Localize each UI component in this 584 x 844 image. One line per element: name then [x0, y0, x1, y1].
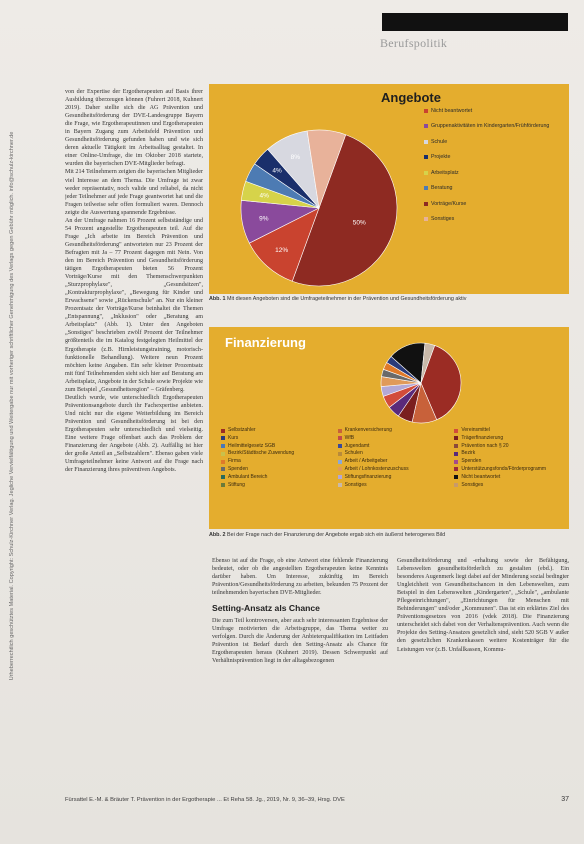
- figure-title: Angebote: [381, 90, 441, 105]
- legend-swatch: [221, 436, 225, 440]
- legend-label: Beratung: [431, 185, 453, 192]
- legend-entry: [338, 466, 449, 472]
- legend-swatch: [221, 475, 225, 479]
- legend-entry: [221, 443, 332, 449]
- legend-swatch: [454, 460, 458, 464]
- legend-entry: [221, 450, 332, 456]
- legend-swatch: [424, 155, 428, 159]
- section-label: Berufspolitik: [380, 36, 448, 50]
- legend-label: Schule: [431, 138, 448, 145]
- angebote-slice-label: 12%: [275, 246, 289, 254]
- legend-swatch: [221, 444, 225, 448]
- legend-swatch: [338, 460, 342, 464]
- legend-entry: [454, 482, 565, 488]
- legend-entry: [221, 458, 332, 464]
- legend-swatch: [221, 467, 225, 471]
- legend-label: Spenden: [228, 465, 249, 472]
- legend-entry: [338, 482, 449, 488]
- left-text-column: [65, 88, 203, 776]
- legend-entry: [221, 466, 332, 472]
- legend-entry: [338, 458, 449, 464]
- paragraph: Mit 214 Teilnehmern zeigten die bayerischen Mitglieder viel Interesse an dem Thema. Die Umfrage ist zwar weder repräsentativ, noch valide und reliabel, da nicht jeder Teilnehmer auf jede Frage geantwortet hat und die Fragen teilweise sehr offen formuliert waren. Dennoch zeigte die Auswertung spannende Ergebnisse.: [65, 169, 203, 216]
- paragraph: Die zum Teil kontroversen, aber auch sehr interessanten Ergebnisse der Umfrage motivierten die Arbeitsgruppe, das Thema weiter zu verfolgen. Durch die Änderung der Anbieterqualifikation im Leitfaden Prävention ist Bedarf durch den Setting-Ansatz als Chance für Ergotherapeuten heraus (Kuhnert 2019). Dessen Schwerpunkt auf Verhältnisprävention liegt in der alltagsbezogenen: [212, 618, 388, 665]
- paragraph: Gesundheitsförderung und -erhaltung sowie der Befähigung, Lebenswelten gesundheitsförderlich zu gestalten (ebd.). Ein besonderes Augenmerk liegt dabei auf der Minderung sozial bedingter Ungleichheit von Gesundheitschancen in den Lebenswelten, zum Beispiel in den Lebenswelten „Kindergarten", „Schule", „ambulante Pflegeeinrichtungen", „Einrichtungen für Menschen mit Behinderungen" und/oder „Kommunen". Das ist ein erklärtes Ziel des Präventionsgesetzes von 2016 (vdek 2018). Die Finanzierung unterscheidet sich dabei von der Verhaltensprävention. Auch wenn die Projekte des Setting-Ansatzes gesetzlich sind, sieht 520 SGB V außer den gesetzlichen Krankenkassen weitere Kostenträger für die Leistungen vor (z.B. Unfallkassen, Kommu-: [397, 558, 569, 653]
- figure-caption: [209, 532, 569, 539]
- legend-label: Trägerfinanzierung: [461, 434, 504, 441]
- legend-label: Stiftung: [228, 481, 245, 488]
- legend-entry: [221, 474, 332, 480]
- legend-entry: [424, 170, 564, 176]
- legend-entry: [338, 474, 449, 480]
- legend-swatch: [338, 467, 342, 471]
- legend-swatch: [424, 109, 428, 113]
- legend-label: Prävention nach § 20: [461, 442, 509, 449]
- paragraph: An der Umfrage nahmen 16 Prozent selbstständige und 54 Prozent angestellte Ergotherapeuten teil. Auf die Frage „Ich arbeite im Bereich Prävention und Gesundheitsförderung" antworteten nur 23 Prozent der Befragten mit Ja – 77 Prozent dagegen mit Nein. Von den im Bereich Prävention und Gesundheitsförderung tätigen Ergotherapeuten bieten 56 Prozent Vorträge/Kurse mit den Themenschwerpunkten „Sturzprophylaxe", „Gesundsitzen", „Kontrakturprophylaxe", „Bewegung für Kinder und Erwachsene" sowie „Rückenschule" an. Nur ein kleiner Prozentsatz der Vorträge/Kurse beinhaltet die Themen „Entspannung", „Inklusion" oder „Beratung am Arbeitsplatz" (Abb. 1). Unter den Angeboten „Sonstiges" beschrieben zwölf Prozent der Teilnehmer größtenteils die im Katalog festgelegten Heilmittel der Ergotherapie (z.B. Hirnleistungstraining, motorisch-funktionelle Behandlung). Weitere neun Prozent möchten keine Angaben. Ein sehr kleiner Prozentsatz mit fünf Teilnehmenden sieht sich hier auf Beratung am Arbeitsplatz, Angebote in der Schule sowie Projekte wie zum Beispiel „Gesundheitsregion" – Gräfenberg.: [65, 217, 203, 393]
- legend-entry: [424, 185, 564, 191]
- legend-swatch: [454, 436, 458, 440]
- header-bar: [382, 13, 568, 31]
- legend-entry: [424, 108, 564, 114]
- legend-label: Bezirk/Städtische Zuwendung: [228, 450, 295, 457]
- legend-entry: [338, 443, 449, 449]
- legend-swatch: [424, 140, 428, 144]
- legend-entry: [424, 123, 564, 129]
- figure-finanzierung: [209, 327, 569, 529]
- page-footer: [65, 797, 569, 807]
- legend-label: Schulen: [344, 450, 363, 457]
- legend-entry: [221, 482, 332, 488]
- legend-label: Stiftungsfinanzierung: [344, 473, 392, 480]
- legend-swatch: [221, 429, 225, 433]
- legend-label: Unterstützungsfonds/Förderprogramm: [461, 465, 547, 472]
- legend-swatch: [454, 429, 458, 433]
- legend-swatch: [454, 444, 458, 448]
- legend-label: Ambulant Bereich: [228, 473, 268, 480]
- legend-swatch: [338, 483, 342, 487]
- legend-swatch: [454, 483, 458, 487]
- legend-swatch: [454, 475, 458, 479]
- legend-label: Heilmittelgesetz SGB: [228, 442, 276, 449]
- caption-label: Abb. 1: [209, 296, 226, 302]
- angebote-legend: [424, 108, 564, 232]
- legend-entry: [454, 435, 565, 441]
- finanzierung-legend: [221, 427, 565, 488]
- legend-label: Sonstiges: [344, 481, 367, 488]
- legend-entry: [424, 201, 564, 207]
- legend-swatch: [221, 460, 225, 464]
- legend-entry: [221, 427, 332, 433]
- legend-label: Arbeitsplatz: [431, 169, 459, 176]
- legend-label: WfB: [344, 434, 355, 441]
- legend-entry: [424, 139, 564, 145]
- legend-label: Bezirk: [461, 450, 476, 457]
- paragraph: Ebenso ist auf die Frage, ob eine Antwort eine fehlende Finanzierung bedeutet, oder ob die angestellten Ergotherapeuten keine Kenntnis darüber haben. Um Interesse, zukünftig im Bereich Prävention/Gesundheitsförderung zu arbeiten, bekunden 75 Prozent der teilnehmenden bayerischen DVE-Mitglieder.: [212, 558, 388, 597]
- legend-label: Gruppenaktivitäten im Kindergarten/Frühförderung: [431, 123, 550, 130]
- legend-entry: [221, 435, 332, 441]
- angebote-slice-label: 50%: [352, 219, 366, 227]
- legend-swatch: [221, 483, 225, 487]
- legend-label: Spenden: [461, 458, 482, 465]
- right-text-column: [397, 557, 569, 777]
- caption-text: Mit diesen Angeboten sind die Umfrageteilnehmer in der Prävention und Gesundheitsförderung aktiv: [225, 296, 467, 302]
- legend-label: Selbstzahler: [228, 427, 256, 433]
- legend-swatch: [338, 436, 342, 440]
- caption-text: Bei der Frage nach der Finanzierung der Angebote ergab sich ein äußerst heterogenes Bild: [225, 532, 446, 538]
- legend-entry: [338, 450, 449, 456]
- legend-swatch: [221, 452, 225, 456]
- angebote-slice-label: 4%: [272, 167, 282, 175]
- legend-entry: [454, 427, 565, 433]
- legend-swatch: [424, 217, 428, 221]
- angebote-slice-label: 8%: [290, 154, 301, 162]
- legend-entry: [338, 427, 449, 433]
- section-heading: Setting-Ansatz als Chance: [212, 603, 320, 614]
- legend-entry: [424, 154, 564, 160]
- legend-label: Vereinsmittel: [461, 427, 490, 433]
- legend-entry: [454, 466, 565, 472]
- legend-label: Kurs: [228, 434, 239, 441]
- paragraph: Deutlich wurde, wie unterschiedlich Ergotherapeuten Präventionsangebote durch ihr Fachexpertise anbieten. Und nicht nur die eigene Weiterbildung im Bereich Prävention und Gesundheitsförderung ist bei den Ergotherapeuten sehr unterschiedlich und vielseitig. Eine weitere Frage offenbart auch das Problem der Finanzierung der Angebote (Abb. 2). Auffällig ist hier der große Anteil an „Selbstzahlern". Ebenso gaben viele Umfrageteilnehmer keine Antwort auf die Frage nach der Finanzierung ihres präventiven Angebots.: [65, 394, 203, 474]
- legend-swatch: [454, 452, 458, 456]
- middle-text-column: [212, 557, 388, 777]
- legend-label: Arbeit / Lohnkostenzuschuss: [344, 465, 409, 472]
- legend-swatch: [338, 452, 342, 456]
- legend-label: Arbeit / Arbeitgeber: [344, 458, 388, 465]
- legend-entry: [454, 450, 565, 456]
- legend-label: Vorträge/Kurse: [431, 200, 467, 207]
- side-copyright-notice: Urheberrechtlich geschütztes Material. Copyright: Schulz-Kirchner Verlag. Jegliche Vervielfältigung und Weitergabe nur mit vorheriger schriftlicher Genehmigung des Verlags gegen Gebühr möglich. info@schulz-kirchner.de: [9, 131, 15, 681]
- legend-entry: [338, 435, 449, 441]
- legend-entry: [454, 474, 565, 480]
- legend-swatch: [338, 429, 342, 433]
- legend-entry: [424, 216, 564, 222]
- legend-label: Firma: [228, 458, 241, 465]
- legend-swatch: [338, 444, 342, 448]
- legend-label: Krankenversicherung: [344, 427, 392, 433]
- footer-citation: Fürsattel E.-M. & Bräuter T. Prävention in der Ergotherapie ... Et Reha 58. Jg., 2019, Nr. 9, 36–39, Hrsg. DVE: [65, 797, 345, 803]
- angebote-slice-label: 9%: [259, 215, 269, 223]
- page-number: 37: [561, 796, 569, 803]
- legend-label: Jugendamt: [344, 442, 370, 449]
- angebote-pie-chart: [209, 84, 429, 294]
- legend-swatch: [454, 467, 458, 471]
- legend-swatch: [424, 124, 428, 128]
- caption-label: Abb. 2: [209, 532, 226, 538]
- legend-label: Nicht beantwortet: [431, 108, 473, 114]
- legend-swatch: [424, 171, 428, 175]
- legend-label: Sonstiges: [461, 481, 484, 488]
- paragraph: von der Expertise der Ergotherapeuten auf Basis ihrer Ausbildung überzeugen können (Fuhrert 2018, Kuhnert 2019). Daher stellte sich die AG Prävention und Gesundheitsförderung der DVE-Landesgruppe Bayern die Frage, wie Ergotherapeutinnen und Ergotherapeuten in Bayern Zugang zum Arbeitsfeld Prävention und Gesundheitsförderung gefunden haben und wie sich deren aktuelle Tätigkeit im Arbeitsalltag gestaltet. In einer Online-Umfrage, die im Oktober 2018 startete, wurden die bayerischen DVE-Mitglieder befragt.: [65, 89, 203, 168]
- finanzierung-pie-chart: [209, 327, 569, 427]
- legend-label: Projekte: [431, 154, 451, 161]
- legend-label: Nicht beantwortet: [461, 473, 501, 480]
- legend-swatch: [424, 186, 428, 190]
- angebote-slice-label: 4%: [259, 192, 269, 200]
- figure-title: Finanzierung: [225, 335, 306, 350]
- legend-swatch: [338, 475, 342, 479]
- legend-entry: [454, 443, 565, 449]
- legend-swatch: [424, 202, 428, 206]
- legend-label: Sonstiges: [431, 216, 455, 223]
- figure-angebote: [209, 84, 569, 294]
- figure-caption: [209, 296, 569, 303]
- legend-entry: [454, 458, 565, 464]
